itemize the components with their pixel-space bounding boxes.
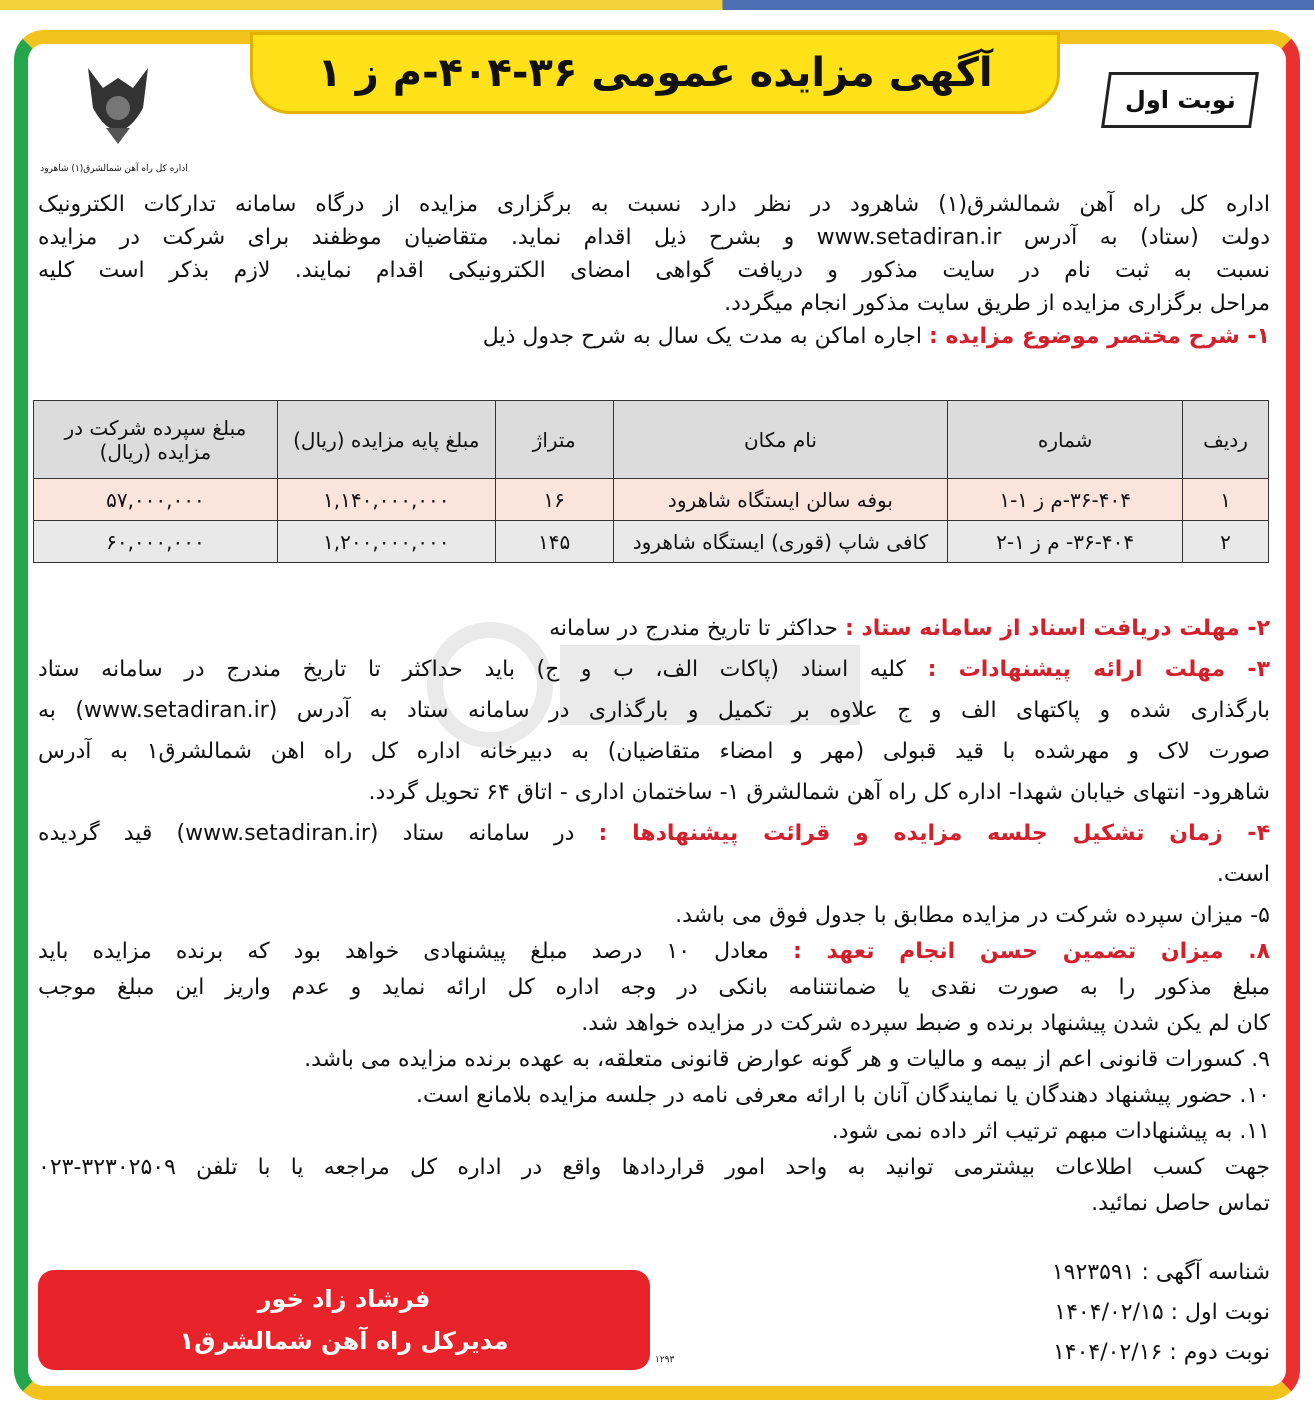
table-cell: ۱,۲۰۰,۰۰۰,۰۰۰ bbox=[277, 521, 495, 563]
section3-text-1: کلیه اسناد (پاکات الف، ب و ج) باید حداکثر تا تاریخ مندرج در سامانه ستاد bbox=[38, 657, 928, 682]
section2-text: حداکثر تا تاریخ مندرج در سامانه bbox=[549, 616, 845, 641]
col-header-row-num: ردیف bbox=[1183, 401, 1269, 479]
table-cell: ۵۷,۰۰۰,۰۰۰ bbox=[34, 479, 278, 521]
item10-line: ۱۰. حضور پیشنهاد دهندگان یا نمایندگان آنان با ارائه معرفی نامه در جلسه مزایده بلامانع است. bbox=[416, 1083, 1270, 1108]
nobat-label: نوبت اول bbox=[1124, 86, 1236, 114]
col-header-base-price: مبلغ پایه مزایده (ریال) bbox=[277, 401, 495, 479]
section1-line bbox=[38, 320, 1270, 353]
section4-label: ۴- زمان تشکیل جلسه مزایده و قرائت پیشنهادها : bbox=[598, 821, 1270, 846]
table-row bbox=[34, 479, 1269, 521]
table-cell: ۱۴۵ bbox=[495, 521, 613, 563]
table-cell: ۶۰,۰۰۰,۰۰۰ bbox=[34, 521, 278, 563]
intro-line-4: مراحل برگزاری مزایده از طریق سایت مذکور انجام میگردد. bbox=[724, 291, 1270, 316]
section8-label: ۸. میزان تضمین حسن انجام تعهد : bbox=[793, 939, 1270, 964]
ad-id-label: شناسه آگهی : bbox=[1141, 1260, 1270, 1285]
section3-line-3: صورت لاک و مهرشده با قید قبولی (مهر و امضاء متقاضیان) به دبیرخانه اداره کل راه اهن شمالشرق۱ به آدرس bbox=[38, 739, 1270, 764]
first-date-label: نوبت اول : bbox=[1170, 1300, 1270, 1325]
section8-line-3: کان لم یکن شدن پیشنهاد برنده و ضبط سپرده شرکت در مزایده خواهد شد. bbox=[581, 1011, 1270, 1036]
items-section bbox=[38, 898, 1270, 1222]
col-header-place: نام مکان bbox=[613, 401, 948, 479]
item11-line: ۱۱. به پیشنهادات مبهم ترتیب اثر داده نمی شود. bbox=[831, 1119, 1270, 1144]
section8-line-2: مبلغ مذکور را به صورت نقدی یا ضمانتنامه بانکی در وجه اداره کل ارائه نماید و عدم واریز این مبلغ موجب bbox=[38, 975, 1270, 1000]
item5-line: ۵- میزان سپرده شرکت در مزایده مطابق با جدول فوق می باشد. bbox=[675, 903, 1270, 928]
section4-text-1: در سامانه ستاد (www.setadiran.ir) قید گردیده bbox=[38, 821, 599, 846]
terms-section bbox=[38, 608, 1270, 895]
section3-line-2: بارگذاری شده و پاکتهای الف و ج علاوه بر تکمیل و بارگذاری در سامانه ستاد به آدرس (www.setadiran.ir) به bbox=[38, 698, 1270, 723]
section1-text: اجاره اماکن به مدت یک سال به شرح جدول ذیل bbox=[482, 324, 930, 349]
table-cell: ۱,۱۴۰,۰۰۰,۰۰۰ bbox=[277, 479, 495, 521]
section3-line-4: شاهرود- انتهای خیابان شهدا- اداره کل راه آهن شمالشرق ۱- ساختمان اداری - اتاق ۶۴ تحویل گردد. bbox=[368, 780, 1270, 805]
signer-position: مدیرکل راه آهن شمالشرق۱ bbox=[179, 1327, 509, 1355]
first-date-row bbox=[1052, 1293, 1270, 1333]
signer-name: فرشاد زاد خور bbox=[257, 1285, 431, 1313]
section2-label: ۲- مهلت دریافت اسناد از سامانه ستاد : bbox=[844, 616, 1270, 641]
page-title: آگهی مزایده عمومی ۳۶-۴۰۴-م ز ۱ bbox=[317, 50, 993, 96]
section3-line-1 bbox=[38, 649, 1270, 690]
table-cell: ۳۶-۴۰۴-م ز ۱-۱ bbox=[948, 479, 1183, 521]
section4-line-1 bbox=[38, 813, 1270, 854]
ad-meta bbox=[1052, 1253, 1270, 1373]
section3-label: ۳- مهلت ارائه پیشنهادات : bbox=[927, 657, 1270, 682]
intro-section bbox=[38, 188, 1270, 353]
ad-id-row bbox=[1052, 1253, 1270, 1293]
intro-line-2: دولت (ستاد) به آدرس www.setadiran.ir و بشرح ذیل اقدام نماید. متقاضیان موظفند برای شرکت در مزایده bbox=[38, 225, 1270, 250]
second-date-value: ۱۴۰۴/۰۲/۱۶ bbox=[1052, 1340, 1163, 1365]
item9-line: ۹. کسورات قانونی اعم از بیمه و مالیات و هر گونه عوارض قانونی متعلقه، به عهده برنده مزایده می باشد. bbox=[304, 1047, 1270, 1072]
section4-line-2: است. bbox=[1216, 862, 1270, 887]
signature-box bbox=[38, 1270, 650, 1370]
contact-line-2: تماس حاصل نمائید. bbox=[1091, 1191, 1270, 1216]
railway-logo-icon bbox=[78, 58, 158, 158]
ad-id-value: ۱۹۲۳۵۹۱ bbox=[1051, 1260, 1135, 1285]
table-header-row bbox=[34, 401, 1269, 479]
contact-line-1: جهت کسب اطلاعات بیشترمی توانید به واحد امور قراردادها واقع در اداره کل مراجعه یا با تلفن ۳۲۳۰۲۵۰۹-۰۲۳ bbox=[38, 1155, 1270, 1180]
col-header-deposit: مبلغ سپرده شرکت در مزایده (ریال) bbox=[34, 401, 278, 479]
second-date-row bbox=[1052, 1333, 1270, 1373]
section2-line bbox=[38, 608, 1270, 649]
nobat-badge bbox=[1101, 72, 1259, 128]
col-header-area: متراژ bbox=[495, 401, 613, 479]
table-cell: ۲ bbox=[1183, 521, 1269, 563]
first-date-value: ۱۴۰۴/۰۲/۱۵ bbox=[1054, 1300, 1164, 1325]
table-row bbox=[34, 521, 1269, 563]
auction-table bbox=[33, 400, 1269, 563]
table-cell: بوفه سالن ایستگاه شاهرود bbox=[613, 479, 948, 521]
intro-line-1: اداره کل راه آهن شمالشرق(۱) شاهرود در نظر دارد نسبت به برگزاری مزایده از درگاه سامانه تدارکات الکترونیک bbox=[38, 192, 1270, 217]
print-code: ۱۲۹۳ bbox=[655, 1355, 675, 1365]
table-cell: ۱۶ bbox=[495, 479, 613, 521]
col-header-number: شماره bbox=[948, 401, 1183, 479]
second-date-label: نوبت دوم : bbox=[1169, 1340, 1270, 1365]
org-caption: اداره کل راه آهن شمالشرق(۱) شاهرود bbox=[40, 164, 188, 174]
title-banner bbox=[250, 32, 1060, 114]
table-cell: ۳۶-۴۰۴- م ز ۱-۲ bbox=[948, 521, 1183, 563]
section1-label: ۱- شرح مختصر موضوع مزایده : bbox=[929, 324, 1270, 349]
table-cell: ۱ bbox=[1183, 479, 1269, 521]
section8-line-1 bbox=[38, 934, 1270, 970]
intro-line-3: نسبت به ثبت نام در سایت مذکور و دریافت گواهی امضای الکترونیکی اقدام نمایند. لازم بذکر است کلیه bbox=[38, 258, 1270, 283]
table-cell: کافی شاپ (قوری) ایستگاه شاهرود bbox=[613, 521, 948, 563]
top-color-strip bbox=[0, 0, 1314, 10]
section8-text-1: معادل ۱۰ درصد مبلغ پیشنهادی خواهد بود که برنده مزایده باید bbox=[38, 939, 794, 964]
